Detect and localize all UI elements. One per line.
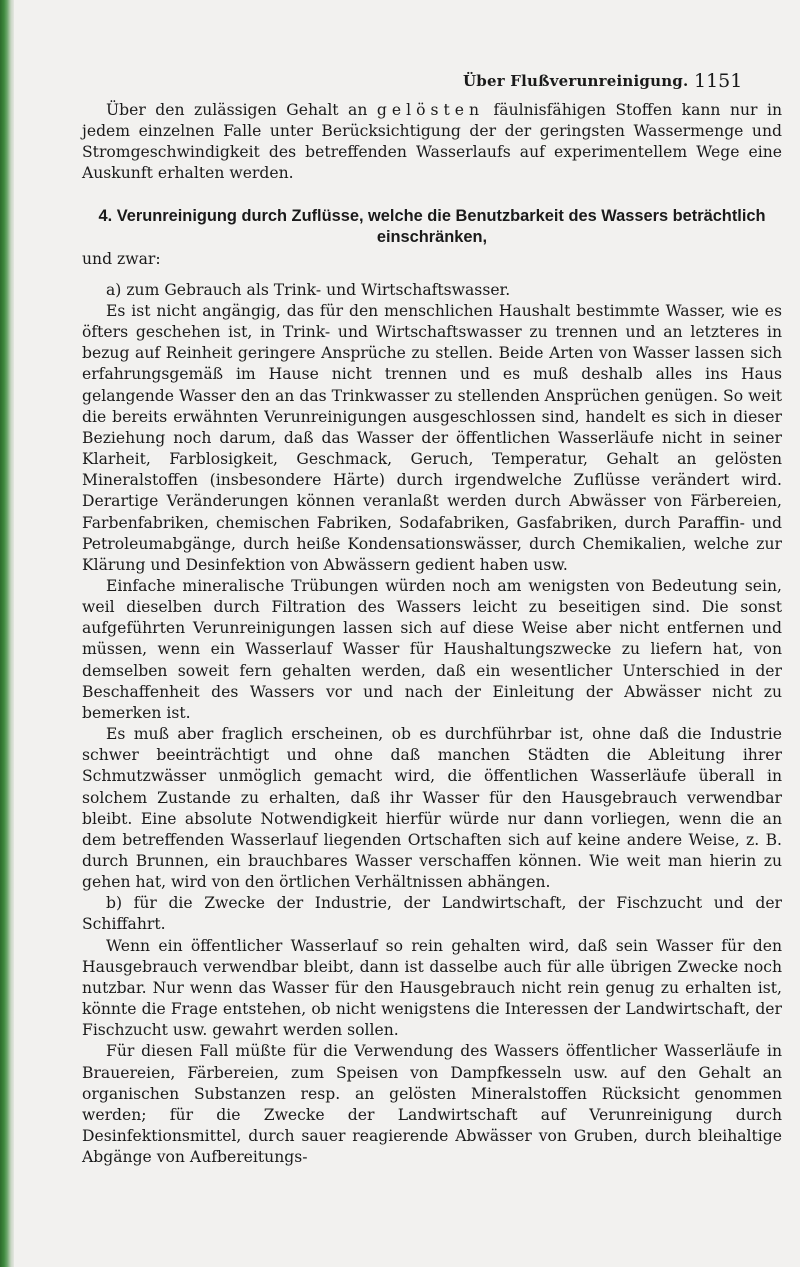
item-b-heading: b) für die Zwecke der Industrie, der Landwirtschaft, der Fischzucht und der Schiffahrt. — [82, 894, 782, 934]
running-title: Über Flußverunreinigung. — [463, 72, 689, 90]
page-number: 1151 — [694, 70, 743, 92]
paragraph-b1: Wenn ein öffentlicher Wasserlauf so rein gehalten wird, daß sein Wasser für den Hausgebrauch verwendbar bleibt, dann ist dasselbe auch für alle übrigen Zwecke noch nutzbar. Nur wenn das Wasser für den Hausgebrauch nicht rein genug zu erhalten ist, könnte die Frage entstehen, ob nicht wenigstens die Interessen der Landwirtschaft, der Fischzucht usw. gewahrt werden sollen. — [82, 936, 782, 1040]
intro-text-after: fäulnisfähigen Stoffen kann nur in jedem einzelnen Falle unter Berücksichtigung der der geringsten Wassermenge und Stromgeschwindigkeit des betreffenden Wasserlaufs auf experimentellem Wege eine Auskunft erhalten werden. — [82, 101, 782, 183]
intro-text-before: Über den zulässigen Gehalt an — [106, 101, 377, 119]
section-heading: 4. Verunreinigung durch Zuflüsse, welche die Benutzbarkeit des Wassers beträchtlich einschränken, — [98, 206, 766, 247]
und-zwar-line: und zwar: — [82, 249, 161, 268]
paragraph-a1: Es ist nicht angängig, das für den menschlichen Haushalt bestimmte Wasser, wie es öfters geschehen ist, in Trink- und Wirtschaftswasser zu trennen und an letzteres in bezug auf Reinheit geringere Ansprüche zu stellen. Beide Arten von Wasser lassen sich erfahrungsgemäß im Hause nicht trennen und es muß deshalb alles ins Haus gelangende Wasser den an das Trinkwasser zu stellenden Ansprüchen genügen. So weit die bereits erwähnten Verunreinigungen ausgeschlossen sind, handelt es sich in dieser Beziehung noch darum, daß das Wasser der öffentlichen Wasserläufe nicht in seiner Klarheit, Farblosigkeit, Geschmack, Geruch, Temperatur, Gehalt an gelösten Mineralstoffen (insbesondere Härte) durch irgendwelche Zuflüsse verändert wird. Derartige Veränderungen können veranlaßt werden durch Abwässer von Färbereien, Farbenfabriken, chemischen Fabriken, Sodafabriken, Gasfabriken, durch Paraffin- und Petroleumabgänge, durch heiße Kondensationswässer, durch Chemikalien, welche zur Klärung und Desinfektion von Abwässern gedient haben usw. — [82, 301, 782, 574]
book-spine-edge — [0, 0, 14, 1267]
book-page — [14, 0, 800, 1267]
emphasized-word: gelösten — [376, 101, 485, 119]
paragraph-a2: Einfache mineralische Trübungen würden noch am wenigsten von Bedeutung sein, weil dieselben durch Filtration des Wassers leicht zu beseitigen sind. Die sonst aufgeführten Verunreinigungen lassen sich auf diese Weise aber nicht entfernen und müssen, wenn ein Wasserlauf Wasser für Haushaltungszwecke zu liefern hat, von demselben soweit fern gehalten werden, daß ein wesentlicher Unterschied in der Beschaffenheit des Wassers vor und nach der Einleitung der Abwässer nicht zu bemerken ist. — [82, 576, 782, 722]
page-header — [14, 72, 800, 96]
item-a-heading: a) zum Gebrauch als Trink- und Wirtschaftswasser. — [106, 280, 511, 299]
paragraph-b2: Für diesen Fall müßte für die Verwendung des Wassers öffentlicher Wasserläufe in Brauereien, Färbereien, zum Speisen von Dampfkesseln usw. auf den Gehalt an organischen Substanzen resp. an gelösten Mineralstoffen Rücksicht genommen werden; für die Zwecke der Landwirtschaft auf Verunreinigung durch Desinfektionsmittel, durch sauer reagierende Abwässer von Gruben, durch bleihaltige Abgänge von Aufbereitungs- — [82, 1042, 782, 1167]
page-body — [82, 100, 782, 1168]
intro-paragraph — [82, 100, 782, 185]
paragraph-a3: Es muß aber fraglich erscheinen, ob es durchführbar ist, ohne daß die Industrie schwer beeinträchtigt und ohne daß manchen Städten die Ableitung ihrer Schmutzwässer unmöglich gemacht wird, die öffentlichen Wasserläufe überall in solchem Zustande zu erhalten, daß ihr Wasser für den Hausgebrauch verwendbar bleibt. Eine absolute Notwendigkeit hierfür würde nur dann vorliegen, wenn die an dem betreffenden Wasserlauf liegenden Ortschaften sich auf keine andere Weise, z. B. durch Brunnen, ein brauchbares Wasser verschaffen können. Wie weit man hierin zu gehen hat, wird von den örtlichen Verhältnissen abhängen. — [82, 725, 782, 892]
